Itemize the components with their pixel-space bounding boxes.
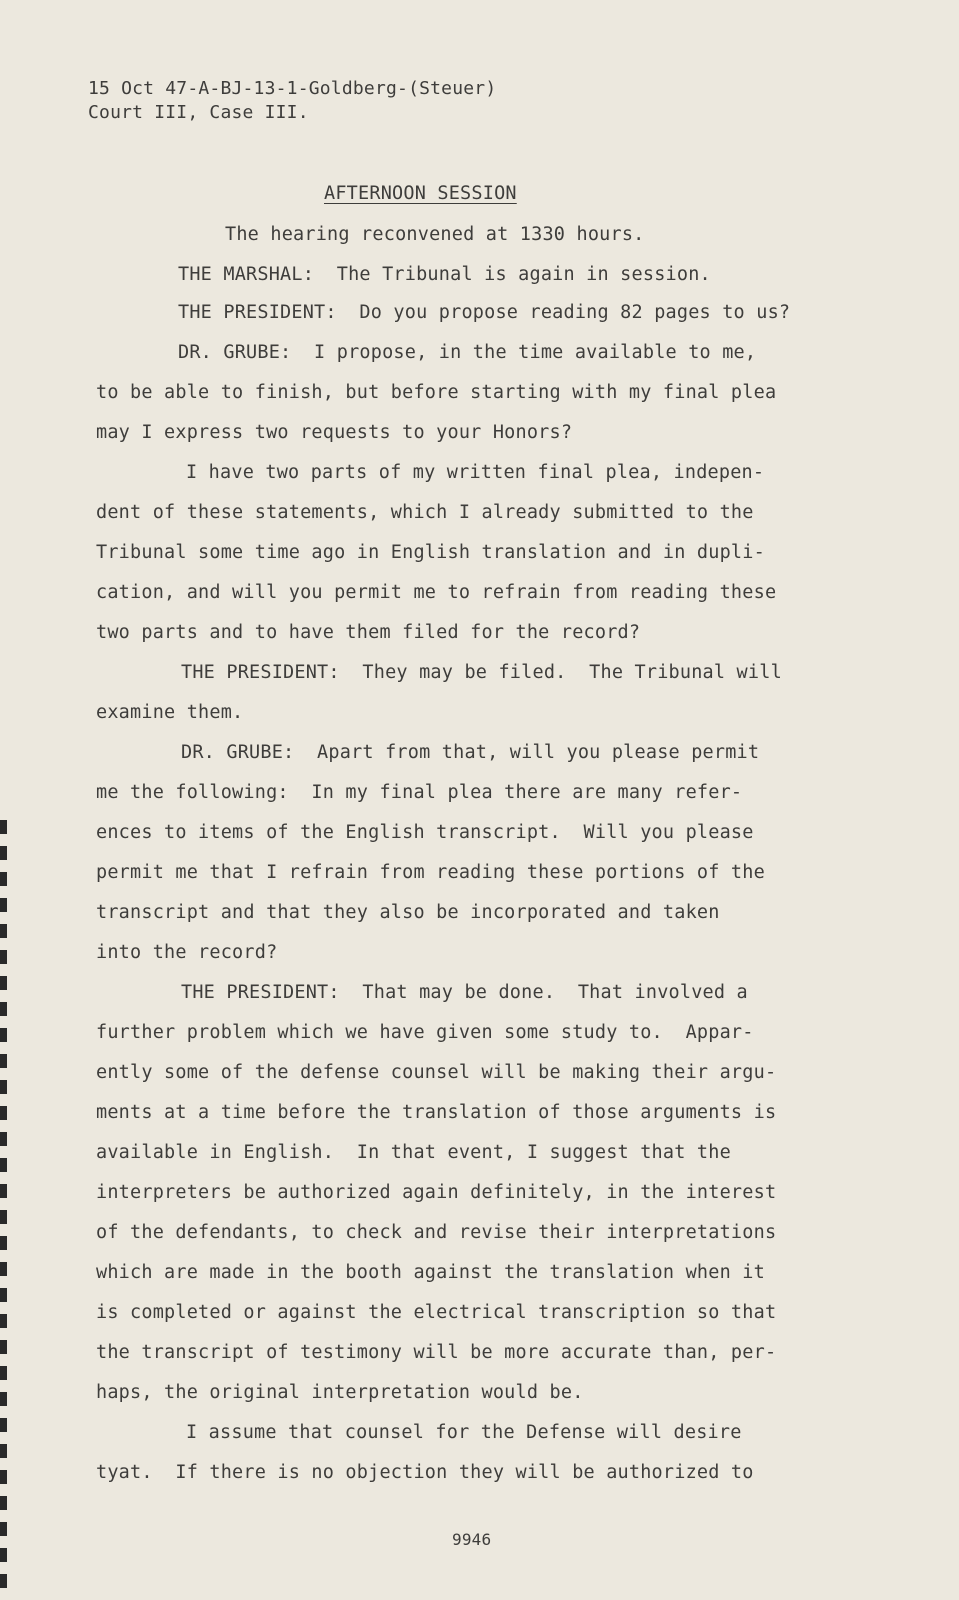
body-line: THE PRESIDENT: They may be filed. The Tribunal will xyxy=(181,662,782,683)
body-line: interpreters be authorized again definitely, in the interest xyxy=(96,1182,777,1203)
body-line: dent of these statements, which I already submitted to the xyxy=(96,502,754,523)
body-line: two parts and to have them filed for the record? xyxy=(96,622,641,643)
header-line-1: 15 Oct 47-A-BJ-13-1-Goldberg-(Steuer) xyxy=(88,78,497,99)
body-line: THE PRESIDENT: That may be done. That involved a xyxy=(181,982,748,1003)
body-line: The hearing reconvened at 1330 hours. xyxy=(225,224,645,245)
body-line: may I express two requests to your Honors? xyxy=(96,422,573,443)
body-line: DR. GRUBE: I propose, in the time available to me, xyxy=(178,342,757,363)
body-line: I assume that counsel for the Defense will desire xyxy=(186,1422,742,1443)
header-line-2: Court III, Case III. xyxy=(88,102,309,123)
body-line: ments at a time before the translation of those arguments is xyxy=(96,1102,777,1123)
body-line: into the record? xyxy=(96,942,278,963)
section-heading: AFTERNOON SESSION xyxy=(324,183,517,204)
body-line: haps, the original interpretation would be. xyxy=(96,1382,584,1403)
body-line: I have two parts of my written final plea, indepen- xyxy=(186,462,765,483)
body-line: permit me that I refrain from reading these portions of the xyxy=(96,862,765,883)
body-line: to be able to finish, but before starting with my final plea xyxy=(96,382,777,403)
body-line: cation, and will you permit me to refrain from reading these xyxy=(96,582,777,603)
body-line: available in English. In that event, I suggest that the xyxy=(96,1142,731,1163)
binding-holes xyxy=(0,820,7,1600)
body-line: ences to items of the English transcript. Will you please xyxy=(96,822,754,843)
body-line: examine them. xyxy=(96,702,244,723)
body-line: me the following: In my final plea there are many refer- xyxy=(96,782,743,803)
page-number: 9946 xyxy=(452,1530,492,1549)
body-line: transcript and that they also be incorporated and taken xyxy=(96,902,720,923)
body-line: which are made in the booth against the translation when it xyxy=(96,1262,765,1283)
body-line: Tribunal some time ago in English translation and in dupli- xyxy=(96,542,765,563)
body-line: the transcript of testimony will be more accurate than, per- xyxy=(96,1342,777,1363)
body-line: THE PRESIDENT: Do you propose reading 82 pages to us? xyxy=(178,302,791,323)
body-line: DR. GRUBE: Apart from that, will you please permit xyxy=(181,742,760,763)
body-line: is completed or against the electrical transcription so that xyxy=(96,1302,777,1323)
body-line: further problem which we have given some study to. Appar- xyxy=(96,1022,754,1043)
body-line: THE MARSHAL: The Tribunal is again in session. xyxy=(178,264,711,285)
body-line: of the defendants, to check and revise their interpretations xyxy=(96,1222,777,1243)
body-line: ently some of the defense counsel will be making their argu- xyxy=(96,1062,777,1083)
body-line: tyat. If there is no objection they will be authorized to xyxy=(96,1462,754,1483)
